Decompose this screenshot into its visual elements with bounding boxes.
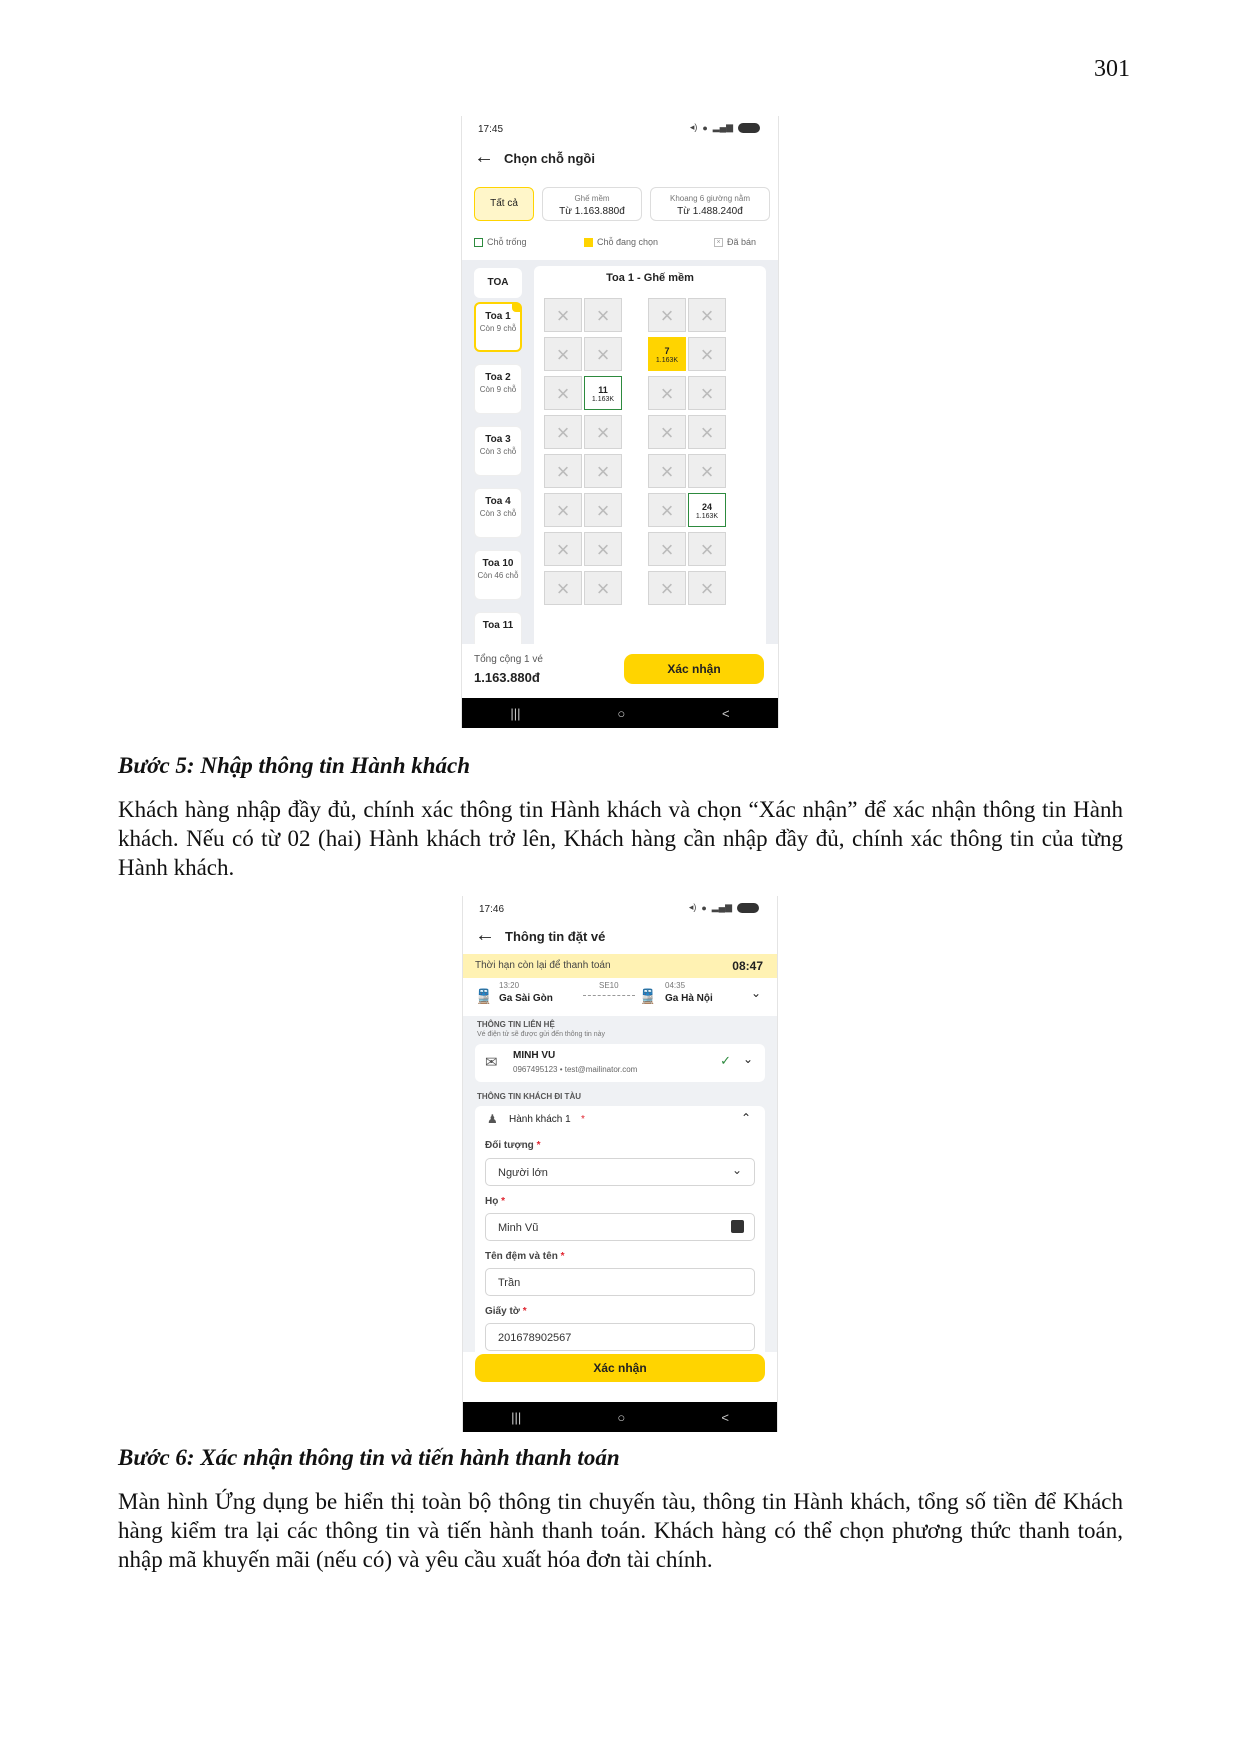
back-arrow-icon[interactable]: ←	[475, 924, 495, 946]
car-name: Toa 1	[485, 311, 511, 322]
field-last-name-label	[485, 1196, 505, 1207]
seat-section-title: Toa 1 - Ghế mềm	[606, 272, 694, 284]
available-seat[interactable]	[584, 376, 622, 410]
chevron-down-icon: ⌄	[731, 1163, 742, 1177]
status-time: 17:45	[478, 124, 504, 135]
selected-seat[interactable]	[648, 337, 686, 371]
step5-paragraph: Khách hàng nhập đầy đủ, chính xác thông tin Hành khách và chọn “Xác nhận” để xác nhận thông tin Hành khách. Nếu có từ 02 (hai) Hành khách trở lên, Khách hàng cần nhập đầy đủ, chính xác thông tin của từng Hành khách.	[118, 797, 1123, 880]
filter-tab-sleeper[interactable]	[650, 187, 770, 221]
sold-seat: ×	[648, 454, 686, 488]
confirm-button[interactable]: Xác nhận	[624, 654, 764, 684]
contact-note: Vé điện tử sẽ được gửi đến thông tin này	[477, 1031, 606, 1038]
legend-sold	[714, 237, 756, 247]
arrive-time: 04:35	[665, 981, 686, 990]
depart-station: Ga Sài Gòn	[499, 993, 553, 1004]
filter-tab-all[interactable]	[474, 187, 534, 221]
field-type-label	[485, 1140, 540, 1151]
sold-seat: ×	[544, 298, 582, 332]
mail-icon: ✉	[485, 1054, 498, 1071]
person-icon: ♟	[487, 1112, 498, 1126]
car-availability: Còn 46 chỗ	[477, 571, 519, 580]
seat-price: 1.163K	[695, 513, 719, 520]
timer-value: 08:47	[732, 959, 763, 973]
back-arrow-icon[interactable]: ←	[474, 146, 494, 168]
screen-title: Chọn chỗ ngồi	[504, 151, 595, 166]
seat-price: 1.163K	[591, 396, 615, 403]
input-value: Minh Vũ	[498, 1222, 539, 1234]
sold-seat: ×	[544, 493, 582, 527]
field-label-text: Đối tượng	[485, 1140, 534, 1151]
car-name: Toa 10	[482, 558, 514, 569]
seat-price: 1.163K	[655, 357, 679, 364]
legend-empty	[474, 237, 527, 247]
payment-timer-bar	[463, 954, 777, 978]
sold-seat: ×	[544, 532, 582, 566]
android-nav-bar	[462, 698, 778, 728]
legend-label: Chỗ đang chọn	[597, 237, 659, 247]
seat-map-area	[462, 260, 778, 644]
screen-title: Thông tin đặt vé	[505, 929, 606, 944]
filter-tab-price: Từ 1.163.880đ	[559, 206, 625, 217]
select-value: Người lớn	[498, 1167, 548, 1179]
sold-seat: ×	[584, 493, 622, 527]
sound-icon: ◂)	[689, 122, 698, 132]
car-name: Toa 2	[485, 372, 511, 383]
field-document-label	[485, 1306, 527, 1317]
sold-seat: ×	[584, 571, 622, 605]
car-availability: Còn 9 chỗ	[479, 385, 517, 394]
filter-tab-label: Tất cả	[490, 198, 518, 209]
sold-seat: ×	[688, 337, 726, 371]
sold-seat: ×	[688, 571, 726, 605]
empty-seat-swatch	[474, 238, 483, 247]
passenger-label: Hành khách 1	[509, 1114, 571, 1125]
sold-seat: ×	[688, 532, 726, 566]
contact-card[interactable]	[475, 1044, 765, 1082]
filter-tab-soft-seat[interactable]	[542, 187, 642, 221]
contact-name: MINH VU	[513, 1050, 556, 1061]
filter-tab-price: Từ 1.488.240đ	[677, 206, 743, 217]
sold-seat: ×	[544, 415, 582, 449]
car-name: Toa 3	[485, 434, 511, 445]
sold-seat: ×	[688, 298, 726, 332]
input-value: Trần	[498, 1277, 521, 1289]
input-value: 201678902567	[498, 1332, 572, 1344]
sold-seat: ×	[648, 415, 686, 449]
field-label-text: Họ	[485, 1196, 499, 1207]
confirm-button[interactable]: Xác nhận	[475, 1354, 765, 1382]
legend-label: Chỗ trống	[487, 237, 527, 247]
legend-label: Đã bán	[727, 237, 757, 247]
location-icon: ●	[702, 122, 708, 133]
sound-icon: ◂)	[688, 902, 697, 912]
location-icon: ●	[701, 902, 707, 913]
seat-number: 7	[664, 346, 670, 356]
field-first-name-label	[485, 1251, 565, 1262]
app-bar	[463, 920, 777, 954]
train-icon: 🚆	[475, 988, 493, 1004]
sold-seat: ×	[544, 454, 582, 488]
status-bar	[462, 116, 778, 142]
field-label-text: Tên đệm và tên	[485, 1251, 558, 1262]
battery-icon	[738, 123, 760, 133]
passenger-info-screenshot	[462, 896, 778, 1432]
required-mark: *	[501, 1196, 506, 1207]
seat-number: 11	[598, 385, 608, 395]
train-icon: 🚆	[639, 988, 657, 1004]
car-item-11[interactable]	[474, 612, 522, 644]
confirm-footer	[463, 1352, 777, 1402]
car-item-3[interactable]	[474, 426, 522, 476]
sold-seat: ×	[688, 454, 726, 488]
sold-seat: ×	[584, 337, 622, 371]
sold-seat-swatch: ×	[714, 238, 723, 247]
required-mark: *	[581, 1114, 585, 1125]
document-input[interactable]	[485, 1323, 755, 1351]
selected-seat-swatch	[584, 238, 593, 247]
car-item-10[interactable]	[474, 550, 522, 600]
car-name: Toa 11	[482, 620, 514, 631]
car-item-4[interactable]	[474, 488, 522, 538]
status-icons	[690, 122, 760, 133]
step6-heading: Bước 6: Xác nhận thông tin và tiến hành thanh toán	[118, 1445, 620, 1470]
seat-selection-screenshot	[461, 116, 779, 728]
check-icon: ✓	[720, 1053, 731, 1068]
signal-icon: ▂▄▆	[711, 902, 732, 912]
sold-seat: ×	[584, 415, 622, 449]
sold-seat: ×	[648, 571, 686, 605]
sold-seat: ×	[584, 298, 622, 332]
status-time: 17:46	[479, 904, 505, 915]
recent-apps-icon[interactable]: |||	[510, 705, 521, 721]
contact-section-title: THÔNG TIN LIÊN HỆ	[477, 1020, 555, 1029]
battery-icon	[737, 903, 759, 913]
sold-seat: ×	[544, 337, 582, 371]
route-line	[583, 995, 635, 996]
back-nav-icon[interactable]: <	[721, 1409, 729, 1425]
total-label: Tổng cộng 1 vé	[474, 654, 543, 665]
step5-heading: Bước 5: Nhập thông tin Hành khách	[118, 753, 471, 778]
booking-footer	[462, 644, 778, 698]
required-mark: *	[536, 1140, 541, 1151]
app-bar	[462, 142, 778, 176]
legend-selected	[584, 237, 658, 247]
sold-seat: ×	[584, 532, 622, 566]
back-nav-icon[interactable]: <	[721, 705, 730, 721]
chevron-down-icon[interactable]: ⌄	[742, 1052, 753, 1066]
sold-seat: ×	[584, 454, 622, 488]
signal-icon: ▂▄▆	[712, 122, 733, 132]
car-availability: Còn 9 chỗ	[479, 324, 517, 333]
passenger-section-title: THÔNG TIN KHÁCH ĐI TÀU	[477, 1092, 581, 1101]
car-list-header: TOA	[474, 268, 522, 298]
form-area	[463, 1016, 777, 1376]
home-icon[interactable]: ○	[617, 1409, 626, 1425]
trip-route[interactable]	[463, 978, 777, 1016]
seat-number: 24	[701, 502, 712, 512]
step6-paragraph: Màn hình Ứng dụng be hiển thị toàn bộ thông tin chuyến tàu, thông tin Hành khách, tổng số tiền để Khách hàng kiểm tra lại các thông tin và tiến hành thanh toán. Khách hàng có thể chọn phương thức thanh toán, nhập mã khuyến mãi (nếu có) và yêu cầu xuất hóa đơn tài chính.	[118, 1489, 1123, 1572]
passenger-type-select[interactable]	[485, 1158, 755, 1186]
sold-seat: ×	[648, 376, 686, 410]
sold-seat: ×	[648, 532, 686, 566]
status-icons	[689, 902, 759, 913]
filter-tab-label: Ghế mềm	[574, 194, 610, 203]
car-name: Toa 4	[485, 496, 511, 507]
contact-card-icon[interactable]	[731, 1220, 744, 1233]
status-bar	[463, 896, 777, 922]
page-number: 301	[1094, 56, 1130, 82]
depart-time: 13:20	[499, 981, 520, 990]
sold-seat: ×	[648, 298, 686, 332]
sold-seat: ×	[688, 415, 726, 449]
required-mark: *	[522, 1306, 527, 1317]
arrive-station: Ga Hà Nội	[665, 993, 713, 1004]
seat-grid-panel	[534, 266, 766, 644]
contact-detail: 0967495123 • test@mailinator.com	[513, 1065, 638, 1074]
filter-tab-label: Khoang 6 giường nằm	[670, 194, 750, 203]
first-name-input[interactable]	[485, 1268, 755, 1296]
sold-seat: ×	[544, 571, 582, 605]
total-value: 1.163.880đ	[474, 670, 540, 685]
train-code: SE10	[599, 981, 619, 990]
last-name-input[interactable]	[485, 1213, 755, 1241]
required-mark: *	[560, 1251, 565, 1262]
chevron-down-icon[interactable]: ⌄	[750, 986, 761, 1000]
recent-apps-icon[interactable]: |||	[511, 1409, 522, 1425]
car-availability: Còn 3 chỗ	[479, 509, 517, 518]
timer-label: Thời hạn còn lại để thanh toán	[475, 960, 611, 971]
sold-seat: ×	[688, 376, 726, 410]
car-item-2[interactable]	[474, 364, 522, 414]
sold-seat: ×	[544, 376, 582, 410]
android-nav-bar	[463, 1402, 777, 1432]
chevron-up-icon[interactable]: ⌃	[740, 1111, 751, 1125]
field-label-text: Giấy tờ	[485, 1306, 520, 1317]
home-icon[interactable]: ○	[617, 705, 626, 721]
car-item-1[interactable]	[474, 302, 522, 352]
available-seat[interactable]	[688, 493, 726, 527]
sold-seat: ×	[648, 493, 686, 527]
car-availability: Còn 3 chỗ	[479, 447, 517, 456]
